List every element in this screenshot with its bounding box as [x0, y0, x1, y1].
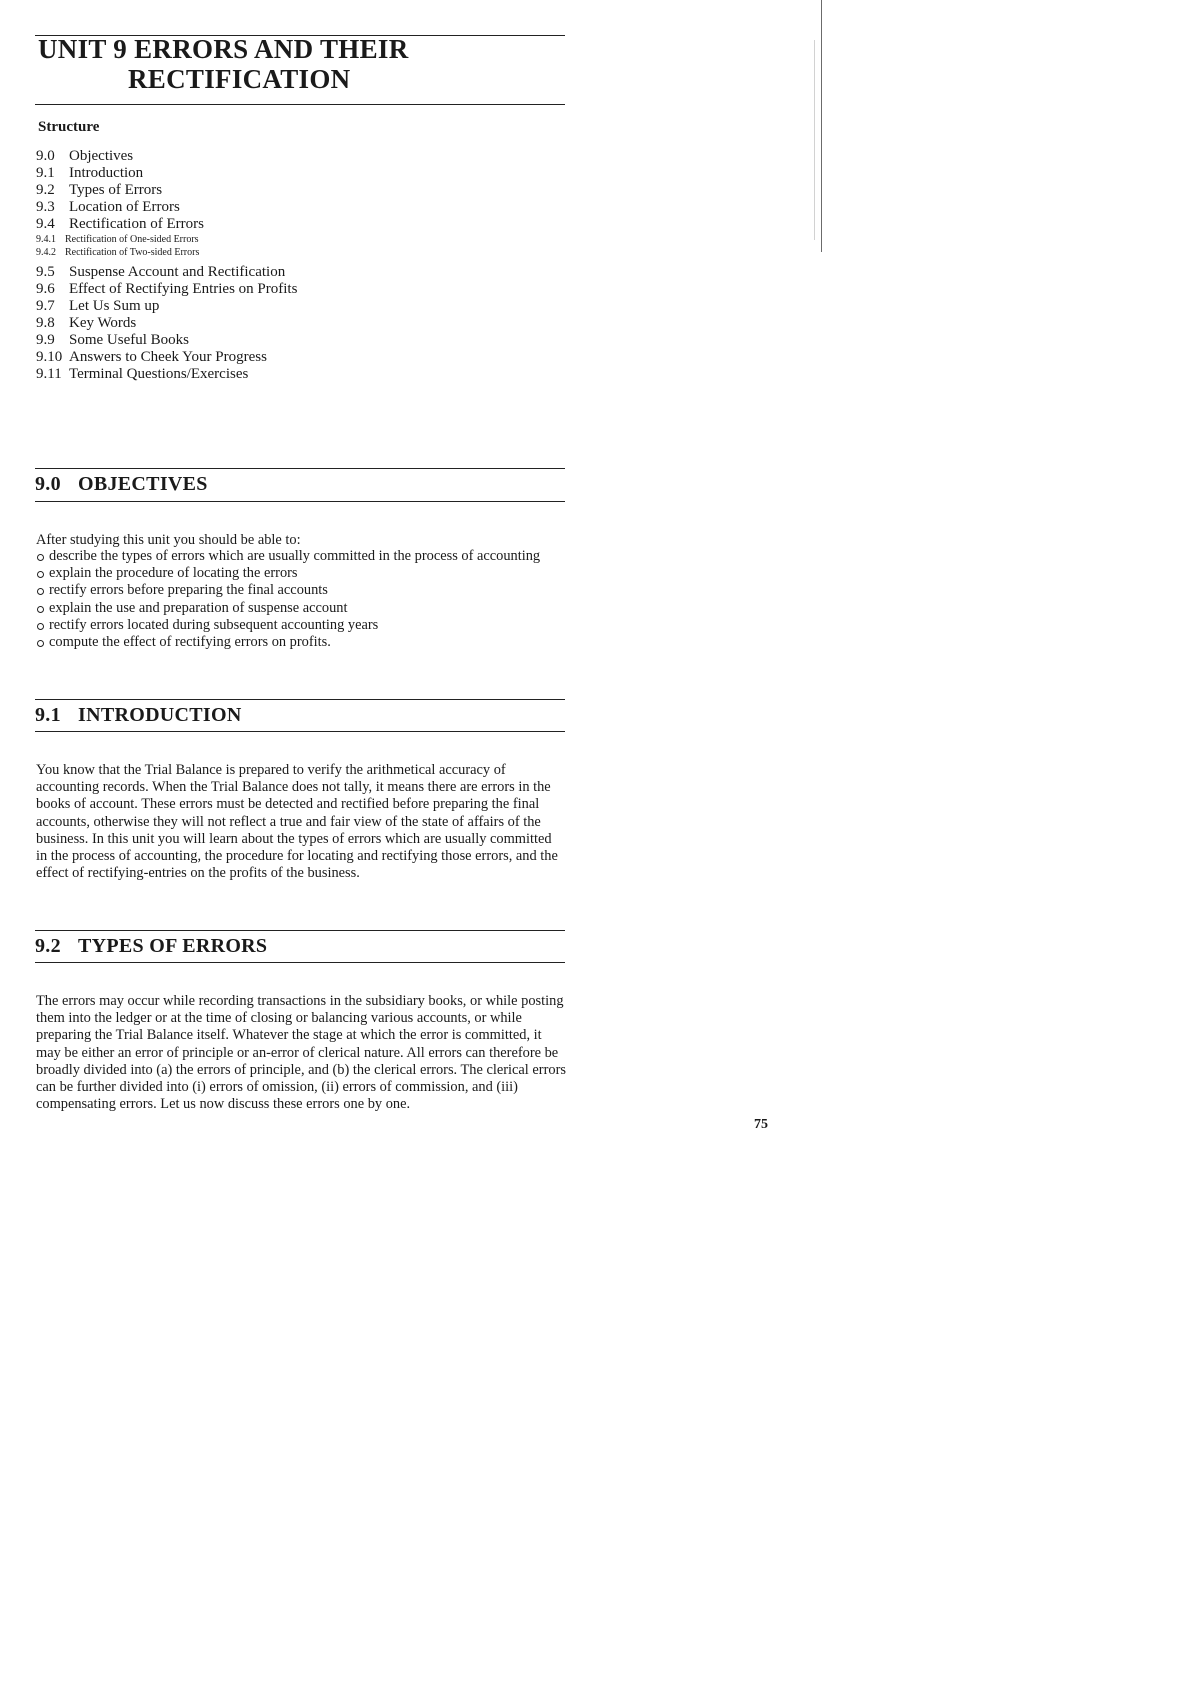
toc-number: 9.11	[36, 366, 62, 382]
introduction-heading	[35, 703, 242, 727]
objectives-intro: After studying this unit you should be able to:	[36, 532, 301, 548]
toc-number: 9.4.1	[36, 234, 56, 245]
objective-item	[36, 600, 566, 617]
types-top-rule	[35, 930, 565, 931]
objective-item	[36, 634, 566, 651]
toc-number: 9.10	[36, 349, 63, 365]
toc-item	[36, 148, 556, 165]
toc-number: 9.7	[36, 298, 55, 314]
toc-item	[36, 332, 556, 349]
types-bottom-rule	[35, 962, 565, 963]
page-number: 75	[754, 1117, 768, 1132]
toc-item	[36, 165, 556, 182]
types-heading	[35, 934, 267, 958]
section-title: INTRODUCTION	[78, 704, 242, 726]
scan-artifact-line	[814, 40, 815, 240]
objectives-top-rule	[35, 468, 565, 469]
toc-item	[36, 281, 556, 298]
bullet-icon	[36, 617, 49, 634]
introduction-bottom-rule	[35, 731, 565, 732]
toc-subitem	[36, 233, 556, 246]
toc-item	[36, 216, 556, 233]
toc-item	[36, 264, 556, 281]
toc-label: Types of Errors	[69, 182, 163, 198]
section-title: TYPES OF ERRORS	[78, 935, 268, 957]
structure-heading: Structure	[38, 119, 100, 135]
toc-label: Some Useful Books	[69, 332, 189, 348]
toc-number: 9.8	[36, 315, 55, 331]
toc-item	[36, 199, 556, 216]
toc-label: Rectification of Two-sided Errors	[65, 247, 200, 258]
toc-label: Effect of Rectifying Entries on Profits	[69, 281, 298, 297]
types-paragraph: The errors may occur while recording transactions in the subsidiary books, or while posting them into the ledger or at the time of closing or balancing various accounts, or while preparing the Trial Balance itself. Whatever the stage at which the error is committed, it may be either an error of principle or an-error of clerical nature. All errors can therefore be broadly divided into (a) the errors of principle, and (b) the clerical errors. The clerical errors can be further divided into (i) errors of omission, (ii) errors of commission, and (iii) compensating errors. Let us now discuss these errors one by one.	[36, 993, 566, 1113]
objectives-bottom-rule	[35, 501, 565, 502]
toc-label: Introduction	[69, 165, 144, 181]
toc-number: 9.4.2	[36, 247, 56, 258]
objective-item	[36, 617, 566, 634]
toc-item	[36, 315, 556, 332]
section-number: 9.2	[35, 935, 61, 957]
toc-item	[36, 298, 556, 315]
introduction-top-rule	[35, 699, 565, 700]
toc-number: 9.1	[36, 165, 55, 181]
scan-edge-line	[821, 0, 822, 252]
toc-number: 9.6	[36, 281, 55, 297]
toc-number: 9.0	[36, 148, 55, 164]
objective-text: describe the types of errors which are usually committed in the process of accounting	[49, 548, 541, 564]
objective-text: rectify errors located during subsequent accounting years	[49, 616, 379, 633]
objective-item	[36, 565, 566, 582]
bullet-icon	[36, 634, 49, 651]
objective-text: explain the procedure of locating the errors	[49, 565, 298, 582]
objective-item	[36, 582, 566, 599]
objectives-list	[36, 548, 566, 651]
toc-number: 9.4	[36, 216, 55, 232]
toc-label: Let Us Sum up	[69, 298, 160, 314]
bullet-icon	[36, 548, 49, 565]
toc-label: Terminal Questions/Exercises	[69, 366, 249, 382]
unit-title-line-1: UNIT 9 ERRORS AND THEIR	[38, 34, 409, 64]
bullet-icon	[36, 600, 49, 617]
toc-item	[36, 366, 556, 383]
toc-label: Rectification of Errors	[69, 216, 204, 232]
toc-label: Objectives	[69, 148, 134, 164]
bullet-icon	[36, 582, 49, 599]
objectives-heading	[35, 472, 208, 496]
toc-number: 9.2	[36, 182, 55, 198]
unit-title-line-2: RECTIFICATION	[128, 64, 351, 94]
objective-item	[36, 548, 566, 565]
toc-subitem	[36, 246, 556, 259]
toc-label: Location of Errors	[69, 199, 180, 215]
unit-title	[38, 34, 409, 94]
title-bottom-rule	[35, 104, 565, 105]
toc-number: 9.5	[36, 264, 55, 280]
structure-list	[36, 148, 556, 383]
section-title: OBJECTIVES	[78, 473, 208, 495]
section-number: 9.0	[35, 473, 61, 495]
objective-text: compute the effect of rectifying errors on profits.	[49, 634, 331, 651]
toc-item	[36, 349, 556, 366]
introduction-paragraph: You know that the Trial Balance is prepared to verify the arithmetical accuracy of accounting records. When the Trial Balance does not tally, it means there are errors in the books of account. These errors must be detected and rectified before preparing the final accounts, otherwise they will not reflect a true and fair view of the state of affairs of the business. In this unit you will learn about the types of errors which are usually committed in the process of accounting, the procedure for locating and rectifying those errors, and the effect of rectifying-entries on the profits of the business.	[36, 762, 558, 882]
section-number: 9.1	[35, 704, 61, 726]
toc-number: 9.3	[36, 199, 55, 215]
toc-label: Key Words	[69, 315, 137, 331]
objective-text: rectify errors before preparing the final accounts	[49, 582, 328, 599]
toc-number: 9.9	[36, 332, 55, 348]
bullet-icon	[36, 565, 49, 582]
toc-label: Answers to Cheek Your Progress	[69, 349, 267, 365]
toc-label: Rectification of One-sided Errors	[65, 234, 199, 245]
toc-item	[36, 182, 556, 199]
toc-label: Suspense Account and Rectification	[69, 264, 286, 280]
objective-text: explain the use and preparation of suspense account	[49, 599, 348, 616]
